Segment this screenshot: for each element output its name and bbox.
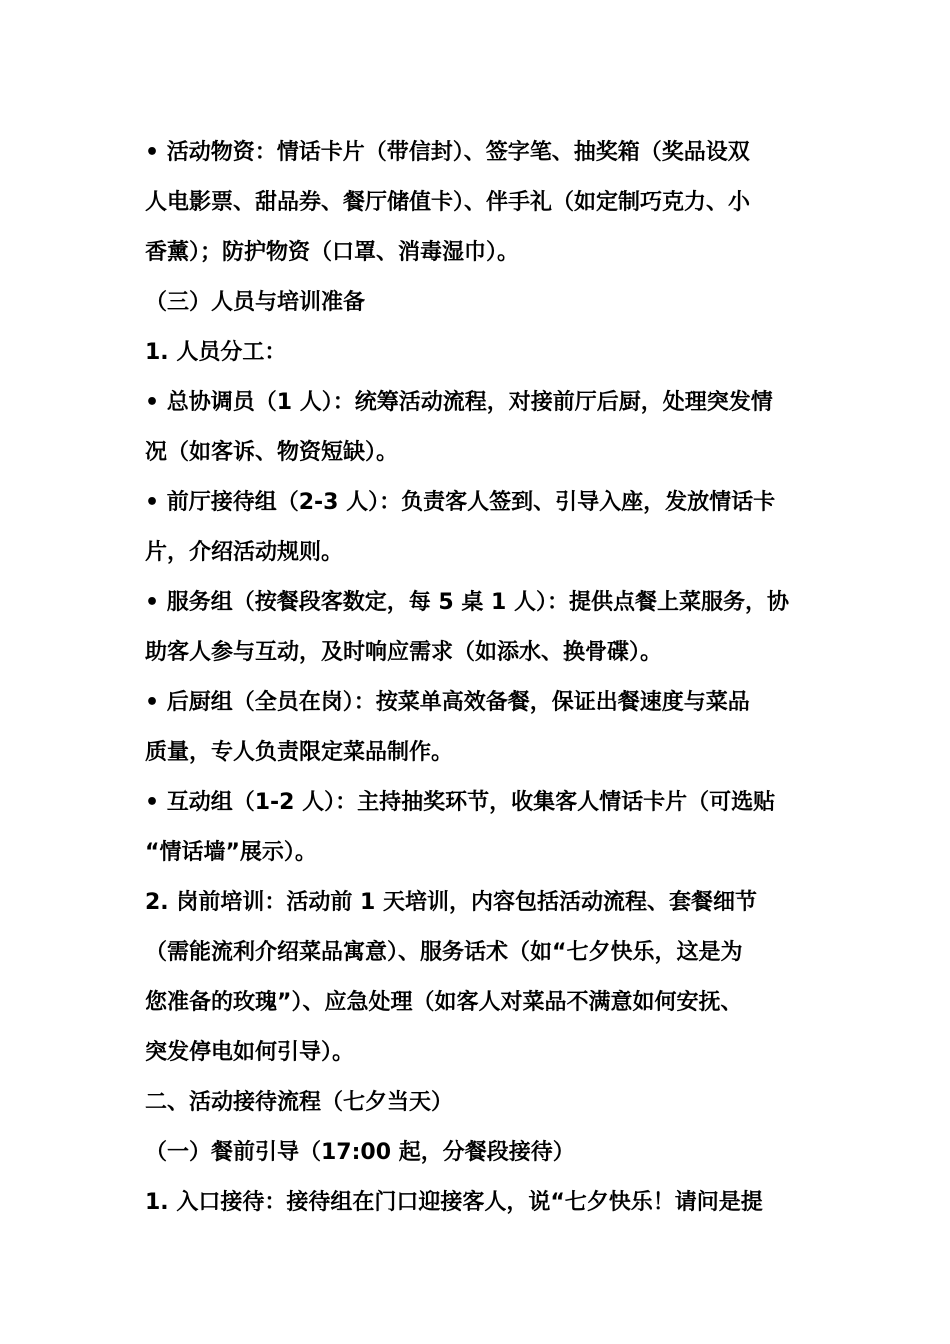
text-line-training-4: 突发停电如何引导）。 [145, 1040, 355, 1065]
text-line-entrance-reception: 1. 入口接待：接待组在门口迎接客人，说“七夕快乐！请问是提 [145, 1190, 763, 1215]
text-line-service-1: • 服务组（按餐段客数定，每 5 桌 1 人）：提供点餐上菜服务，协 [145, 590, 789, 615]
list-heading-staff-roles: 1. 人员分工： [145, 340, 287, 365]
text-line-reception-1: • 前厅接待组（2-3 人）：负责客人签到、引导入座，发放情话卡 [145, 490, 776, 515]
text-line-interaction-2: “情话墙”展示）。 [145, 840, 317, 865]
text-line-materials-1: • 活动物资：情话卡片（带信封）、签字笔、抽奖箱（奖品设双 [145, 140, 750, 165]
text-line-coordinator-1: • 总协调员（1 人）：统筹活动流程，对接前厅后厨，处理突发情 [145, 390, 773, 415]
text-line-service-2: 助客人参与互动，及时响应需求（如添水、换骨碟）。 [145, 640, 663, 665]
text-line-kitchen-2: 质量，专人负责限定菜品制作。 [145, 740, 454, 765]
text-line-training-2: （需能流利介绍菜品寓意）、服务话术（如“七夕快乐，这是为 [145, 940, 743, 965]
text-line-materials-2: 人电影票、甜品券、餐厅储值卡）、伴手礼（如定制巧克力、小 [145, 190, 751, 215]
section-heading-reception-flow: 二、活动接待流程（七夕当天） [145, 1090, 454, 1115]
text-line-training-1: 2. 岗前培训：活动前 1 天培训，内容包括活动流程、套餐细节 [145, 890, 757, 915]
section-heading-staff-training: （三）人员与培训准备 [145, 290, 366, 315]
text-line-training-3: 您准备的玫瑰”）、应急处理（如客人对菜品不满意如何安抚、 [145, 990, 743, 1015]
document-body [145, 128, 810, 1228]
text-line-interaction-1: • 互动组（1-2 人）：主持抽奖环节，收集客人情话卡片（可选贴 [145, 790, 776, 815]
text-line-kitchen-1: • 后厨组（全员在岗）：按菜单高效备餐，保证出餐速度与菜品 [145, 690, 750, 715]
text-line-materials-3: 香薰）；防护物资（口罩、消毒湿巾）。 [145, 240, 520, 265]
subsection-heading-pre-meal: （一）餐前引导（17:00 起，分餐段接待） [145, 1140, 575, 1165]
text-line-reception-2: 片，介绍活动规则。 [145, 540, 344, 565]
text-line-coordinator-2: 况（如客诉、物资短缺）。 [145, 440, 399, 465]
